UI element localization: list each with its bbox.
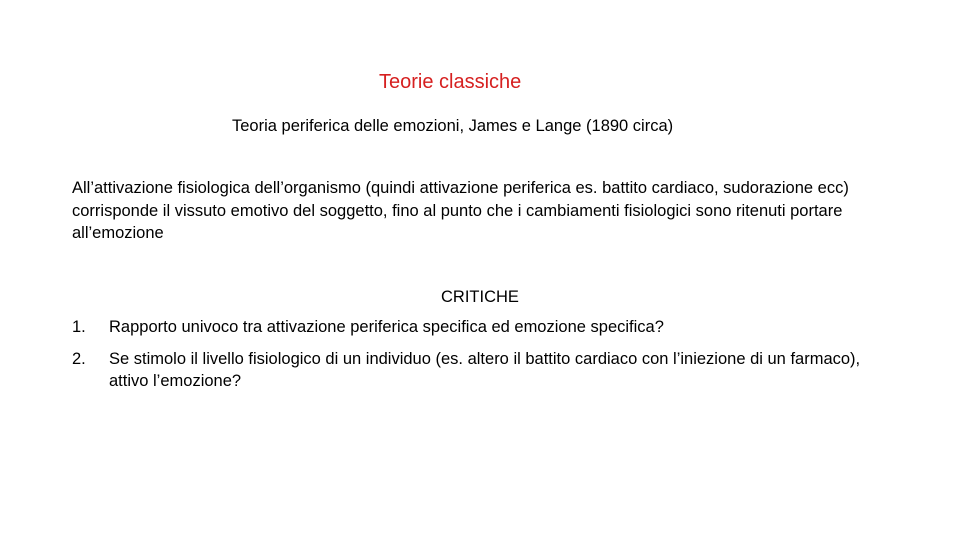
critiche-item-text: Se stimolo il livello fisiologico di un individuo (es. altero il battito cardiaco con l’iniezione di un farmaco), attivo l’emozione? (109, 350, 861, 390)
critiche-item (72, 316, 892, 338)
critiche-item-text: Rapporto univoco tra attivazione periferica specifica ed emozione specifica? (109, 318, 664, 336)
critiche-item-number: 2. (72, 350, 86, 368)
critiche-list (72, 316, 892, 402)
slide-title: Teorie classiche (379, 71, 522, 93)
critiche-item (72, 348, 892, 392)
critiche-item-number: 1. (72, 318, 86, 336)
slide-subtitle: Teoria periferica delle emozioni, James e Lange (1890 circa) (232, 117, 674, 135)
critiche-heading: CRITICHE (441, 288, 519, 306)
body-paragraph: All’attivazione fisiologica dell’organismo (quindi attivazione periferica es. battito cardiaco, sudorazione ecc) corrisponde il vissuto emotivo del soggetto, fino al punto che i cambiamenti fisiologici sono ritenuti portare all’emozione (72, 179, 849, 242)
